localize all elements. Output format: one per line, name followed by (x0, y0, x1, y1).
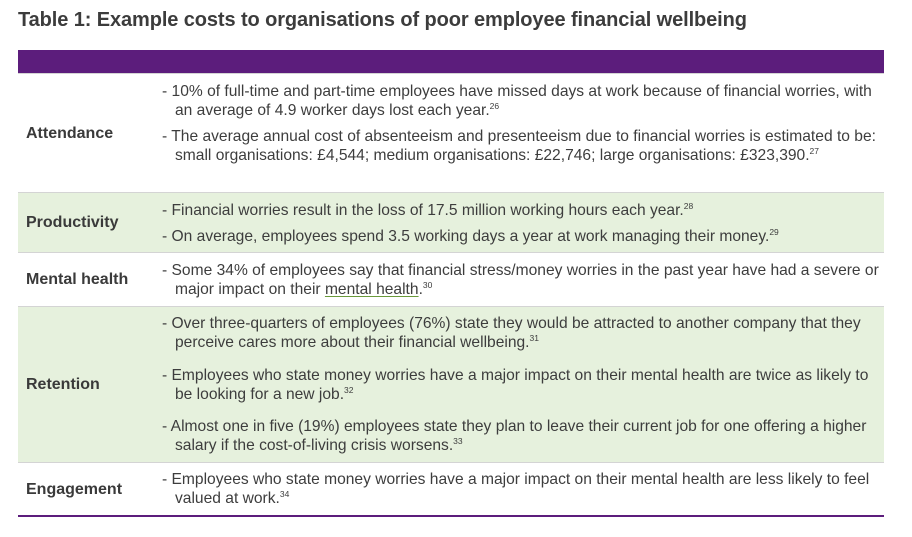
table-row-retention (18, 307, 884, 462)
table-row-engagement (18, 463, 884, 515)
row-label-attendance: Attendance (26, 125, 114, 142)
bullet-item: - 10% of full-time and part-time employees have missed days at work because of financial worries, with an average of 4.9 worker days lost each year.$^{26}$ (162, 83, 872, 119)
table-bottom-rule (18, 515, 884, 517)
table-title: Table 1: Example costs to organisations of poor employee financial wellbeing (18, 9, 747, 31)
row-label-mental-health: Mental health (26, 271, 129, 288)
mental-health-link[interactable]: mental health (324, 281, 419, 298)
bullet-item: - Almost one in five (19%) employees state they plan to leave their current job for one offering a higher salary if the cost-of-living crisis worsens.$^{33}$ (162, 418, 867, 454)
bullet-item: - Some 34% of employees say that financial stress/money worries in the past year have had a severe or major impact on their mental health.$^{30}$ (162, 262, 879, 298)
row-label-productivity: Productivity (26, 214, 119, 231)
bullet-item: - Employees who state money worries have a major impact on their mental health are twice as likely to be looking for a new job.$^{32}$ (162, 367, 869, 403)
bullet-item: - On average, employees spend 3.5 working days a year at work managing their money.$^{29}$ (162, 227, 779, 245)
bullet-item: - Employees who state money worries have a major impact on their mental health are less likely to feel valued at work.$^{34}$ (162, 471, 870, 507)
table-row-mental-health (18, 253, 884, 306)
row-label-engagement: Engagement (26, 481, 123, 498)
bullet-item: - Financial worries result in the loss of 17.5 million working hours each year.$^{28}$ (162, 201, 694, 219)
bullet-item: - The average annual cost of absenteeism and presenteeism due to financial worries is estimated to be: small organisations: £4,544; medium organisations: £22,746; large organisations: £323,390.27 (162, 128, 876, 164)
table-header-bar (18, 50, 884, 73)
table-row-productivity (18, 193, 884, 252)
bullet-item: - Over three-quarters of employees (76%) state they would be attracted to another company that they perceive cares more about their financial wellbeing.$^{31}$ (162, 315, 861, 351)
row-label-retention: Retention (26, 376, 100, 393)
table-row-attendance (18, 74, 884, 192)
